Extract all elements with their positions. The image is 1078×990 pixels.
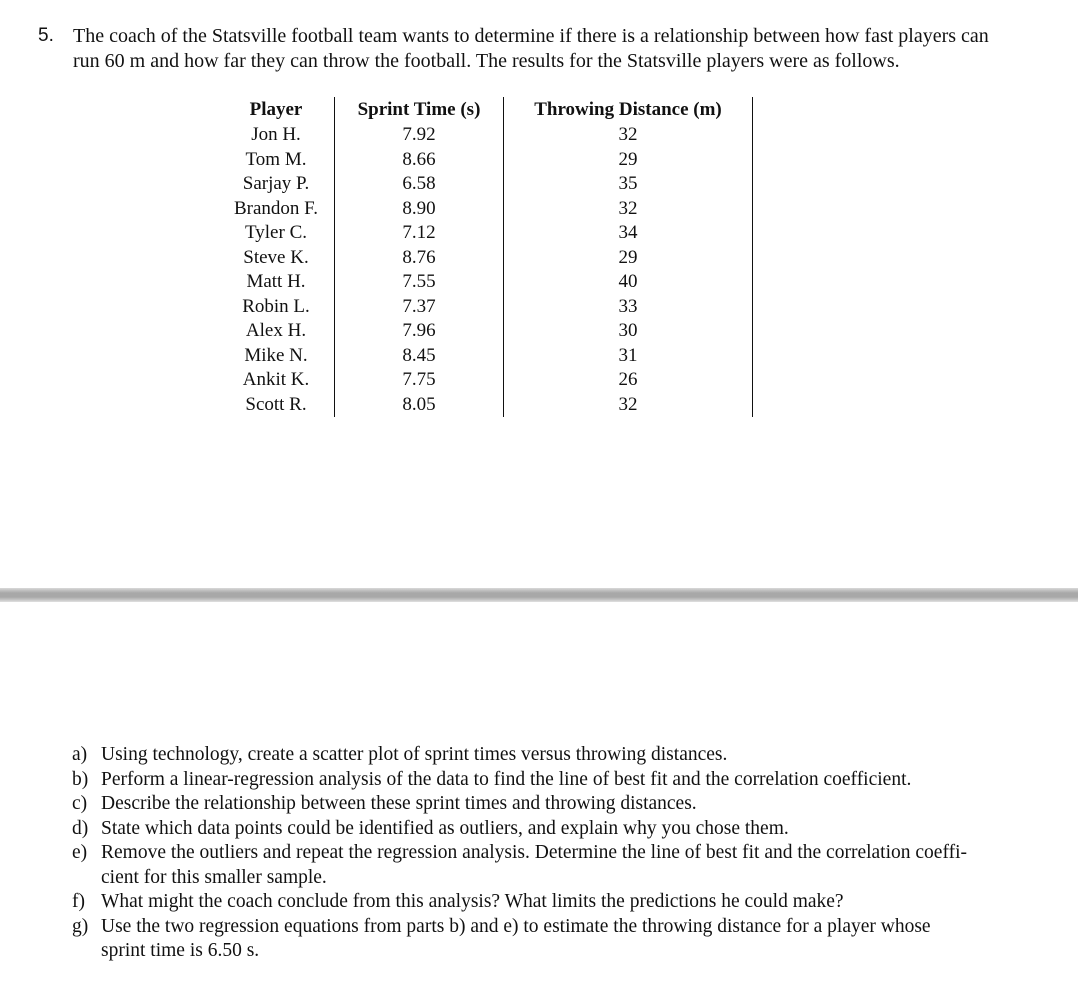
cell-sprint-time: 6.58 — [335, 172, 504, 197]
header-throwing-distance: Throwing Distance (m) — [504, 97, 753, 123]
cell-player: Jon H. — [251, 124, 301, 145]
table-row — [218, 148, 753, 173]
cell-player: Tyler C. — [245, 222, 307, 243]
question-text: sprint time is 6.50 s. — [101, 940, 260, 961]
cell-player: Matt H. — [246, 271, 306, 292]
cell-sprint-time: 8.05 — [335, 393, 504, 418]
cell-throwing-distance: 26 — [504, 368, 753, 393]
question-label: f) — [72, 891, 85, 912]
question-text: cient for this smaller sample. — [101, 866, 327, 888]
cell-throwing-distance: 30 — [504, 319, 753, 344]
cell-sprint-time: 8.66 — [335, 148, 504, 173]
table-row — [218, 246, 753, 271]
problem-number: 5. — [38, 25, 54, 46]
table-row — [218, 221, 753, 246]
question-label: b) — [72, 768, 89, 790]
cell-throwing-distance: 31 — [504, 344, 753, 369]
table-row — [218, 295, 753, 320]
question-text: Describe the relationship between these sprint times and throwing distances. — [101, 793, 697, 814]
cell-player: Steve K. — [243, 246, 309, 268]
problem-statement-line: The coach of the Statsville football team wants to determine if there is a relationship between how fast players can — [73, 25, 989, 47]
question-list — [72, 743, 967, 964]
table-row — [218, 197, 753, 222]
cell-player: Robin L. — [242, 295, 310, 317]
cell-sprint-time: 8.76 — [335, 246, 504, 271]
question-label: g) — [72, 915, 89, 937]
question-text: Using technology, create a scatter plot of sprint times versus throwing distances. — [101, 744, 728, 765]
question-label: a) — [72, 744, 88, 765]
question-item — [72, 915, 967, 964]
question-text: What might the coach conclude from this analysis? What limits the predictions he could make? — [101, 891, 844, 912]
cell-player: Ankit K. — [242, 369, 310, 390]
results-table — [218, 97, 753, 417]
cell-sprint-time: 8.45 — [335, 344, 504, 369]
question-text: State which data points could be identified as outliers, and explain why you chose them. — [101, 817, 789, 839]
cell-player: Brandon F. — [234, 197, 318, 219]
question-item — [72, 841, 967, 890]
cell-sprint-time: 7.92 — [335, 123, 504, 148]
cell-throwing-distance: 35 — [504, 172, 753, 197]
cell-player: Scott R. — [245, 393, 307, 415]
cell-throwing-distance: 32 — [504, 123, 753, 148]
table-row — [218, 172, 753, 197]
cell-sprint-time: 7.12 — [335, 221, 504, 246]
cell-throwing-distance: 40 — [504, 270, 753, 295]
cell-throwing-distance: 33 — [504, 295, 753, 320]
cell-sprint-time: 7.96 — [335, 319, 504, 344]
table-row — [218, 344, 753, 369]
question-text: Use the two regression equations from parts b) and e) to estimate the throwing distance for a player whose — [101, 915, 931, 937]
section-divider — [0, 588, 1078, 602]
question-text: Perform a linear-regression analysis of the data to find the line of best fit and the correlation coefficient. — [101, 768, 912, 790]
cell-sprint-time: 7.55 — [335, 270, 504, 295]
table-row — [218, 270, 753, 295]
question-label: e) — [72, 842, 88, 863]
problem-statement-line: run 60 m and how far they can throw the football. The results for the Statsville players were as follows. — [73, 50, 900, 72]
cell-throwing-distance: 29 — [504, 246, 753, 271]
cell-player: Tom M. — [245, 148, 307, 170]
question-item — [72, 792, 967, 817]
cell-player: Alex H. — [245, 320, 307, 341]
question-label: c) — [72, 793, 88, 814]
cell-throwing-distance: 29 — [504, 148, 753, 173]
table-row — [218, 393, 753, 418]
question-text: Remove the outliers and repeat the regression analysis. Determine the line of best fit and the correlation coeffi- — [101, 842, 967, 863]
table-row — [218, 319, 753, 344]
question-item — [72, 817, 967, 842]
table-row — [218, 368, 753, 393]
cell-throwing-distance: 34 — [504, 221, 753, 246]
table-row — [218, 123, 753, 148]
cell-sprint-time: 7.75 — [335, 368, 504, 393]
problem-statement — [73, 24, 1063, 74]
table-body — [218, 123, 753, 417]
cell-player: Sarjay P. — [242, 173, 310, 194]
table-header-row — [218, 97, 753, 123]
header-sprint-time: Sprint Time (s) — [335, 97, 504, 123]
cell-sprint-time: 7.37 — [335, 295, 504, 320]
question-label: d) — [72, 817, 89, 839]
cell-throwing-distance: 32 — [504, 393, 753, 418]
cell-throwing-distance: 32 — [504, 197, 753, 222]
header-player: Player — [249, 99, 303, 120]
cell-sprint-time: 8.90 — [335, 197, 504, 222]
question-item — [72, 743, 967, 768]
cell-player: Mike N. — [244, 344, 308, 366]
question-item — [72, 890, 967, 915]
question-item — [72, 768, 967, 793]
